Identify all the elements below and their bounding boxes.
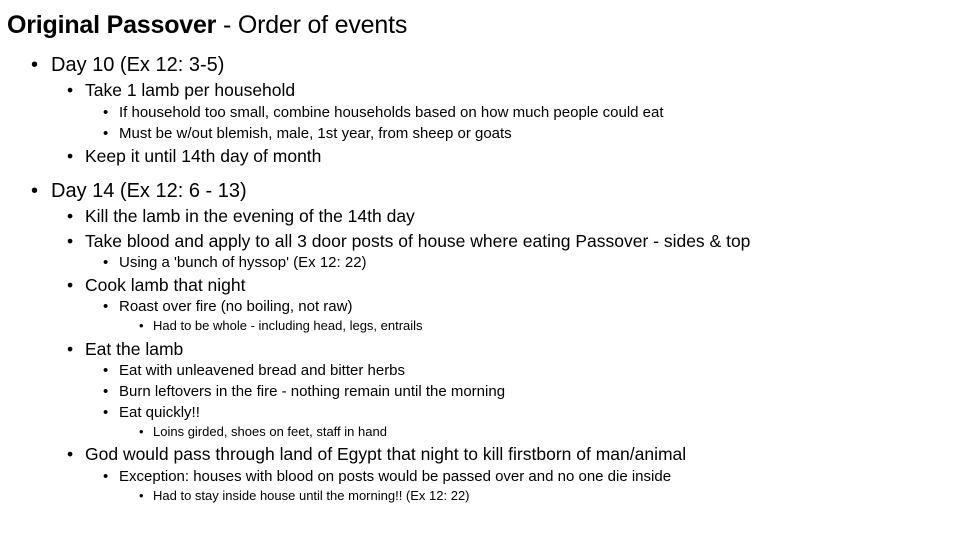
bullet-stay-inside [139,489,470,504]
bullet-marker: • [103,254,109,271]
bullet-eat-lamb [67,339,183,359]
bullet-marker: • [103,298,109,315]
bullet-text: Using a 'bunch of hyssop' (Ex 12: 22) [119,254,367,271]
bullet-god-pass [67,444,686,464]
bullet-text: Day 14 (Ex 12: 6 - 13) [51,180,247,202]
bullet-day10 [31,54,224,77]
bullet-keep-until [67,146,321,166]
bullet-marker: • [67,146,74,166]
bullet-text: Take 1 lamb per household [85,80,296,100]
bullet-take-lamb [67,80,295,100]
bullet-marker: • [139,424,144,439]
bullet-text: Exception: houses with blood on posts would be passed over and no one die inside [119,468,672,485]
bullet-roast [103,298,352,315]
bullet-whole [139,319,423,334]
bullet-marker: • [139,318,144,333]
bullet-marker: • [67,444,74,464]
bullet-marker: • [103,125,109,142]
bullet-quickly [103,404,200,421]
bullet-text: Had to stay inside house until the morning!! (Ex 12: 22) [153,488,470,503]
bullet-marker: • [67,80,74,100]
bullet-marker: • [103,362,109,379]
bullet-text: Burn leftovers in the fire - nothing remain until the morning [119,383,506,400]
bullet-marker: • [103,404,109,421]
bullet-text: Eat quickly!! [119,404,200,421]
bullet-text: Must be w/out blemish, male, 1st year, from sheep or goats [119,125,512,142]
bullet-text: Take blood and apply to all 3 door posts of house where eating Passover - sides & top [85,231,751,251]
bullet-day14 [31,180,247,203]
bullet-marker: • [103,383,109,400]
bullet-loins [139,425,387,440]
bullet-marker: • [67,231,74,251]
bullet-burn [103,383,505,400]
bullet-text: Eat the lamb [85,339,184,359]
bullet-text: Roast over fire (no boiling, not raw) [119,298,353,315]
bullet-marker: • [67,206,74,226]
bullet-text: God would pass through land of Egypt that night to kill firstborn of man/animal [85,444,687,464]
title-rest: - Order of events [216,11,408,39]
bullet-text: Had to be whole - including head, legs, entrails [153,318,423,333]
bullet-marker: • [139,488,144,503]
bullet-marker: • [67,339,74,359]
bullet-small-household [103,104,664,121]
bullet-kill-lamb [67,206,415,226]
bullet-text: Day 10 (Ex 12: 3-5) [51,54,225,76]
bullet-marker: • [103,468,109,485]
bullet-text: If household too small, combine households based on how much people could eat [119,104,664,121]
bullet-blemish [103,125,512,142]
bullet-exception [103,468,671,485]
slide-title [7,8,407,42]
bullet-cook-lamb [67,275,246,295]
bullet-text: Cook lamb that night [85,275,246,295]
title-bold: Original Passover [7,11,217,39]
bullet-take-blood [67,231,750,251]
bullet-marker: • [31,54,39,76]
bullet-text: Loins girded, shoes on feet, staff in hand [153,424,387,439]
bullet-text: Kill the lamb in the evening of the 14th day [85,206,415,226]
bullet-text: Keep it until 14th day of month [85,146,322,166]
bullet-marker: • [103,104,109,121]
bullet-marker: • [31,180,39,202]
bullet-marker: • [67,275,74,295]
bullet-unleavened [103,362,405,379]
bullet-hyssop [103,254,367,271]
bullet-text: Eat with unleavened bread and bitter herbs [119,362,406,379]
